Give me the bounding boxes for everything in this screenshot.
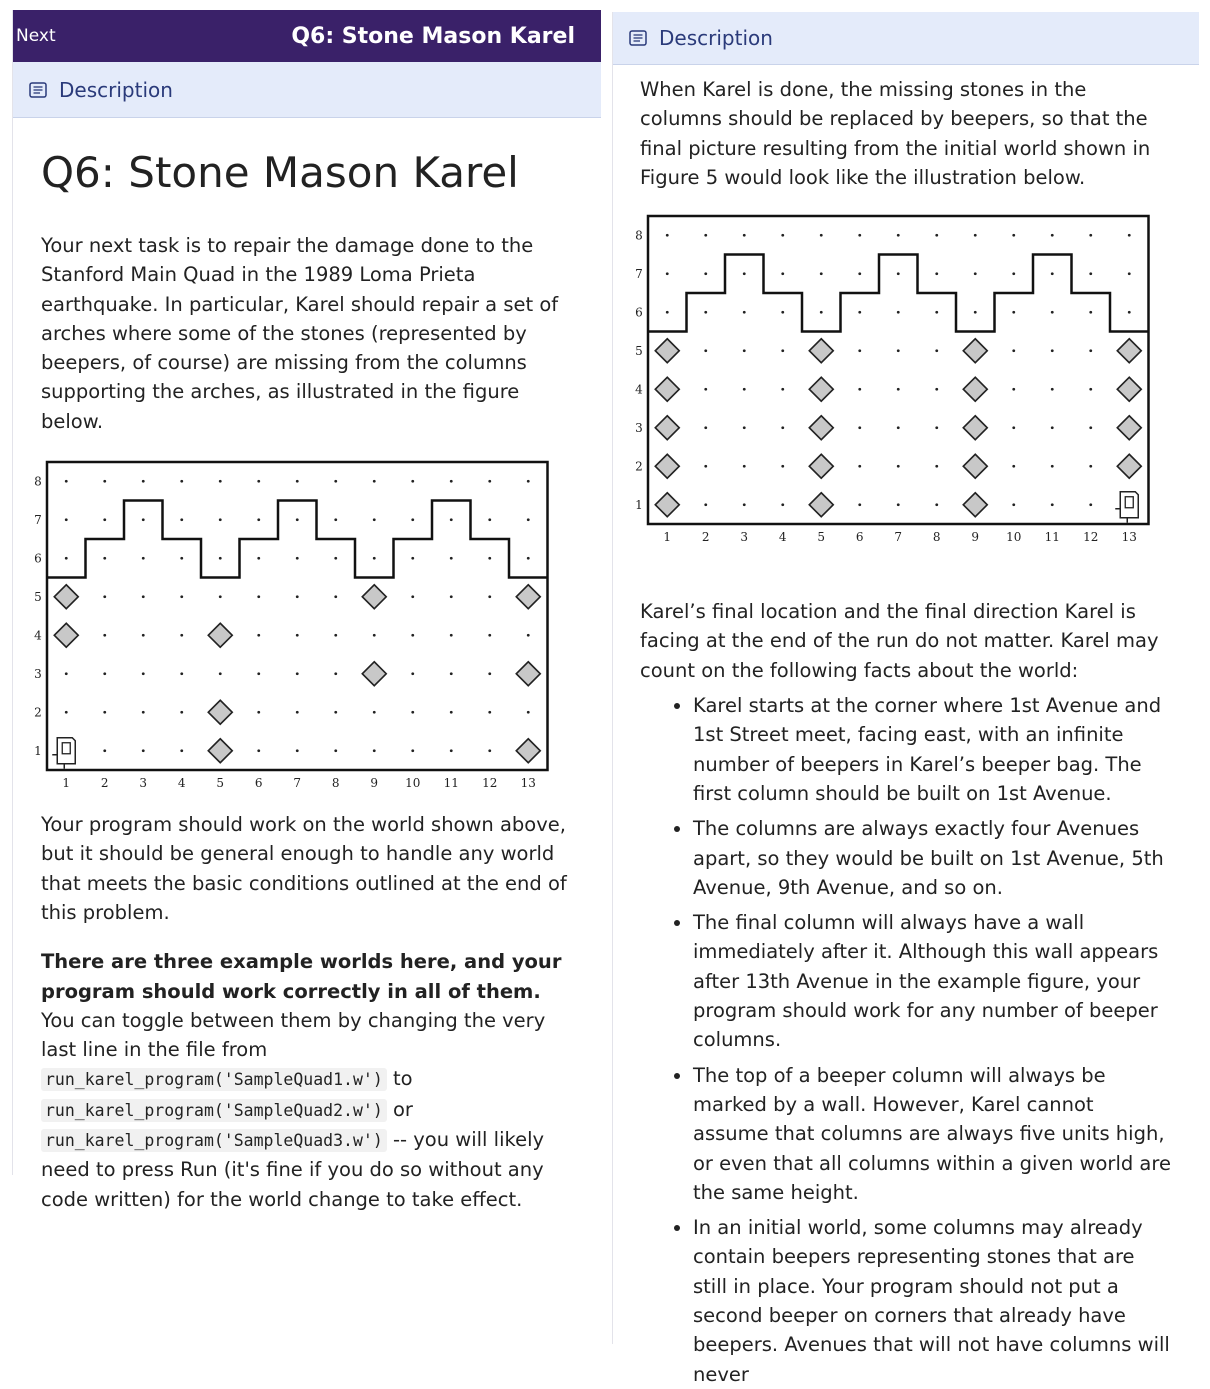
corner-dot bbox=[858, 504, 861, 507]
corner-dot bbox=[296, 711, 299, 714]
corner-dot bbox=[257, 518, 260, 521]
corner-dot bbox=[935, 234, 938, 237]
corner-dot bbox=[1089, 427, 1092, 430]
corner-dot bbox=[296, 480, 299, 483]
corner-dot bbox=[527, 634, 530, 637]
x-tick-label: 6 bbox=[254, 776, 263, 791]
corner-dot bbox=[897, 273, 900, 276]
y-tick-label: 1 bbox=[34, 743, 42, 758]
x-tick-label: 13 bbox=[520, 776, 536, 791]
corner-dot bbox=[103, 595, 106, 598]
corner-dot bbox=[858, 273, 861, 276]
list-item: • In an initial world, some columns may already contain beepers representing stones that are still in place. Your program should not put a second beeper on corners that already have beepers. Avenues that will not have columns will never bbox=[693, 1213, 1172, 1389]
corner-dot bbox=[219, 595, 222, 598]
beeper bbox=[208, 739, 232, 763]
corner-dot bbox=[527, 711, 530, 714]
karel-robot bbox=[52, 738, 75, 769]
corner-dot bbox=[296, 749, 299, 752]
problem-header bbox=[13, 10, 601, 62]
corner-dot bbox=[1089, 234, 1092, 237]
x-tick-label: 3 bbox=[740, 530, 749, 545]
beeper bbox=[655, 339, 679, 363]
karel-robot bbox=[1115, 492, 1138, 523]
corner-dot bbox=[1089, 465, 1092, 468]
general-paragraph: Your program should work on the world shown above, but it should be general enough to handle any world that meets the basic conditions outlined at the end of this problem. bbox=[41, 813, 567, 924]
corner-dot bbox=[781, 427, 784, 430]
x-tick-label: 9 bbox=[370, 776, 379, 791]
corner-dot bbox=[488, 480, 491, 483]
corner-dot bbox=[296, 595, 299, 598]
corner-dot bbox=[820, 234, 823, 237]
x-tick-label: 5 bbox=[817, 530, 826, 545]
corner-dot bbox=[1012, 311, 1015, 314]
code-sample-quad-3: run_karel_program('SampleQuad3.w') bbox=[41, 1129, 387, 1152]
final-location-paragraph: Karel’s final location and the final direction Karel is facing at the end of the run do not matter. Karel may count on the following facts about the world: bbox=[640, 600, 1159, 682]
corner-dot bbox=[219, 557, 222, 560]
x-tick-label: 12 bbox=[1083, 530, 1099, 545]
beeper bbox=[809, 493, 833, 517]
corner-dot bbox=[704, 311, 707, 314]
corner-dot bbox=[743, 273, 746, 276]
description-tab-label: Description bbox=[659, 26, 773, 50]
beeper bbox=[362, 585, 386, 609]
beeper bbox=[1117, 454, 1141, 478]
corner-dot bbox=[1089, 273, 1092, 276]
corner-dot bbox=[1012, 388, 1015, 391]
corner-dot bbox=[411, 634, 414, 637]
x-tick-label: 11 bbox=[1044, 530, 1060, 545]
corner-dot bbox=[897, 350, 900, 353]
corner-dot bbox=[180, 557, 183, 560]
beeper bbox=[963, 416, 987, 440]
world-border bbox=[47, 462, 548, 770]
corner-dot bbox=[781, 504, 784, 507]
initial-world-figure bbox=[27, 452, 567, 792]
page-title: Q6: Stone Mason Karel bbox=[41, 148, 519, 197]
corner-dot bbox=[858, 350, 861, 353]
corner-dot bbox=[334, 557, 337, 560]
corner-dot bbox=[781, 234, 784, 237]
corner-dot bbox=[450, 518, 453, 521]
x-tick-label: 9 bbox=[971, 530, 980, 545]
corner-dot bbox=[411, 711, 414, 714]
y-tick-label: 4 bbox=[34, 628, 42, 643]
corner-dot bbox=[935, 465, 938, 468]
x-tick-label: 5 bbox=[216, 776, 225, 791]
karel-screen bbox=[1125, 497, 1133, 508]
corner-dot bbox=[65, 557, 68, 560]
corner-dot bbox=[704, 273, 707, 276]
document-icon bbox=[629, 30, 647, 46]
corner-dot bbox=[373, 480, 376, 483]
corner-dot bbox=[180, 595, 183, 598]
corner-dot bbox=[1051, 350, 1054, 353]
corner-dot bbox=[219, 672, 222, 675]
beeper bbox=[54, 585, 78, 609]
corner-dot bbox=[1012, 427, 1015, 430]
corner-dot bbox=[257, 711, 260, 714]
corner-dot bbox=[1089, 350, 1092, 353]
corner-dot bbox=[897, 311, 900, 314]
y-tick-label: 8 bbox=[34, 474, 42, 489]
corner-dot bbox=[858, 234, 861, 237]
y-tick-label: 1 bbox=[635, 497, 643, 512]
corner-dot bbox=[257, 749, 260, 752]
corner-dot bbox=[450, 672, 453, 675]
y-tick-label: 6 bbox=[34, 551, 42, 566]
beeper bbox=[655, 454, 679, 478]
y-tick-label: 5 bbox=[34, 589, 42, 604]
corner-dot bbox=[373, 518, 376, 521]
y-tick-label: 3 bbox=[635, 420, 643, 435]
corner-dot bbox=[1128, 273, 1131, 276]
corner-dot bbox=[65, 480, 68, 483]
beeper bbox=[1117, 339, 1141, 363]
corner-dot bbox=[1128, 311, 1131, 314]
list-item: • Karel starts at the corner where 1st Avenue and 1st Street meet, facing east, with an infinite number of beepers in Karel’s beeper bag. The first column should be built on 1st Avenue. bbox=[693, 691, 1172, 808]
document-icon bbox=[29, 82, 47, 98]
y-tick-label: 5 bbox=[635, 343, 643, 358]
corner-dot bbox=[858, 427, 861, 430]
examples-paragraph: There are three example worlds here, and your program should work correctly in all of them. You can toggle between them by changing the very last line in the file from run_karel_program('SampleQuad1.w') to run_karel_program('SampleQuad2.w') or run_karel_program('SampleQuad3.w') -- you will likely need to press Run (it's fine if you do so without any code written) for the world change to take effect. bbox=[41, 950, 562, 1211]
corner-dot bbox=[334, 672, 337, 675]
x-tick-label: 10 bbox=[405, 776, 421, 791]
corner-dot bbox=[103, 711, 106, 714]
corner-dot bbox=[334, 480, 337, 483]
corner-dot bbox=[1051, 388, 1054, 391]
corner-dot bbox=[142, 595, 145, 598]
problem-title: Q6: Stone Mason Karel bbox=[291, 23, 575, 49]
corner-dot bbox=[704, 465, 707, 468]
beeper bbox=[809, 416, 833, 440]
x-tick-label: 10 bbox=[1006, 530, 1022, 545]
corner-dot bbox=[103, 557, 106, 560]
list-item: • The top of a beeper column will always be marked by a wall. However, Karel cannot assume that columns are always five units high, or even that all columns within a given world are the same height. bbox=[693, 1061, 1172, 1207]
corner-dot bbox=[743, 504, 746, 507]
corner-dot bbox=[373, 749, 376, 752]
corner-dot bbox=[488, 711, 491, 714]
corner-dot bbox=[65, 711, 68, 714]
beeper bbox=[963, 454, 987, 478]
corner-dot bbox=[411, 480, 414, 483]
list-item: • The final column will always have a wall immediately after it. Although this wall appears after 13th Avenue in the example figure, your program should work for any number of beeper columns. bbox=[693, 908, 1172, 1054]
corner-dot bbox=[334, 518, 337, 521]
final-intro-paragraph: When Karel is done, the missing stones in the columns should be replaced by beepers, so that the final picture resulting from the initial world shown in Figure 5 would look like the illustration below. bbox=[640, 78, 1151, 189]
corner-dot bbox=[411, 557, 414, 560]
corner-dot bbox=[935, 504, 938, 507]
x-tick-label: 13 bbox=[1121, 530, 1137, 545]
corner-dot bbox=[781, 273, 784, 276]
corner-dot bbox=[897, 234, 900, 237]
code-sample-quad-1: run_karel_program('SampleQuad1.w') bbox=[41, 1068, 387, 1091]
corner-dot bbox=[142, 672, 145, 675]
beeper bbox=[963, 493, 987, 517]
corner-dot bbox=[450, 634, 453, 637]
corner-dot bbox=[704, 427, 707, 430]
corner-dot bbox=[1012, 234, 1015, 237]
corner-dot bbox=[1012, 504, 1015, 507]
corner-dot bbox=[974, 311, 977, 314]
corner-dot bbox=[334, 595, 337, 598]
corner-dot bbox=[65, 518, 68, 521]
beeper bbox=[809, 377, 833, 401]
corner-dot bbox=[666, 273, 669, 276]
corner-dot bbox=[1128, 234, 1131, 237]
corner-dot bbox=[450, 480, 453, 483]
right-panel bbox=[612, 12, 1199, 1386]
corner-dot bbox=[935, 311, 938, 314]
corner-dot bbox=[1051, 234, 1054, 237]
corner-dot bbox=[450, 711, 453, 714]
karel-screen bbox=[62, 743, 70, 754]
x-tick-label: 3 bbox=[139, 776, 148, 791]
beeper bbox=[1117, 377, 1141, 401]
corner-dot bbox=[820, 311, 823, 314]
corner-dot bbox=[411, 518, 414, 521]
corner-dot bbox=[180, 711, 183, 714]
final-world-figure bbox=[628, 206, 1168, 546]
beeper bbox=[54, 623, 78, 647]
corner-dot bbox=[296, 672, 299, 675]
corner-dot bbox=[373, 711, 376, 714]
corner-dot bbox=[1051, 273, 1054, 276]
corner-dot bbox=[1051, 465, 1054, 468]
corner-dot bbox=[103, 480, 106, 483]
corner-dot bbox=[1012, 273, 1015, 276]
corner-dot bbox=[373, 557, 376, 560]
corner-dot bbox=[974, 234, 977, 237]
beeper bbox=[809, 339, 833, 363]
corner-dot bbox=[527, 518, 530, 521]
corner-dot bbox=[704, 388, 707, 391]
beeper bbox=[516, 662, 540, 686]
corner-dot bbox=[411, 749, 414, 752]
beeper bbox=[208, 700, 232, 724]
corner-dot bbox=[334, 749, 337, 752]
list-item: • The columns are always exactly four Avenues apart, so they would be built on 1st Avenue, 5th Avenue, 9th Avenue, and so on. bbox=[693, 814, 1172, 902]
beeper bbox=[1117, 416, 1141, 440]
x-tick-label: 4 bbox=[177, 776, 186, 791]
corner-dot bbox=[257, 557, 260, 560]
corner-dot bbox=[488, 557, 491, 560]
x-tick-label: 8 bbox=[932, 530, 941, 545]
corner-dot bbox=[142, 557, 145, 560]
corner-dot bbox=[450, 557, 453, 560]
corner-dot bbox=[488, 518, 491, 521]
corner-dot bbox=[142, 480, 145, 483]
facts-list bbox=[640, 691, 1172, 1389]
corner-dot bbox=[858, 311, 861, 314]
corner-dot bbox=[450, 595, 453, 598]
beeper bbox=[963, 339, 987, 363]
corner-dot bbox=[974, 273, 977, 276]
x-tick-label: 7 bbox=[293, 776, 302, 791]
beeper bbox=[963, 377, 987, 401]
corner-dot bbox=[257, 672, 260, 675]
corner-dot bbox=[257, 595, 260, 598]
description-tab-right[interactable] bbox=[613, 12, 1199, 65]
x-tick-label: 2 bbox=[100, 776, 109, 791]
corner-dot bbox=[666, 234, 669, 237]
corner-dot bbox=[296, 518, 299, 521]
examples-bold-text: There are three example worlds here, and your program should work correctly in all of them. bbox=[41, 950, 562, 1003]
beeper bbox=[655, 493, 679, 517]
corner-dot bbox=[1051, 311, 1054, 314]
corner-dot bbox=[180, 672, 183, 675]
x-tick-label: 2 bbox=[701, 530, 710, 545]
corner-dot bbox=[411, 595, 414, 598]
corner-dot bbox=[1089, 388, 1092, 391]
corner-dot bbox=[488, 634, 491, 637]
x-tick-label: 8 bbox=[331, 776, 340, 791]
corner-dot bbox=[296, 634, 299, 637]
corner-dot bbox=[180, 480, 183, 483]
corner-dot bbox=[142, 518, 145, 521]
corner-dot bbox=[257, 634, 260, 637]
corner-dot bbox=[704, 504, 707, 507]
corner-dot bbox=[296, 557, 299, 560]
corner-dot bbox=[527, 480, 530, 483]
x-tick-label: 11 bbox=[443, 776, 459, 791]
beeper bbox=[362, 662, 386, 686]
corner-dot bbox=[704, 234, 707, 237]
corner-dot bbox=[897, 465, 900, 468]
corner-dot bbox=[897, 388, 900, 391]
x-tick-label: 12 bbox=[482, 776, 498, 791]
y-tick-label: 7 bbox=[635, 266, 643, 281]
world-border bbox=[648, 216, 1149, 524]
corner-dot bbox=[65, 672, 68, 675]
corner-dot bbox=[219, 480, 222, 483]
corner-dot bbox=[219, 518, 222, 521]
y-tick-label: 8 bbox=[635, 228, 643, 243]
corner-dot bbox=[858, 465, 861, 468]
y-tick-label: 2 bbox=[34, 705, 42, 720]
corner-dot bbox=[1051, 504, 1054, 507]
corner-dot bbox=[103, 518, 106, 521]
y-tick-label: 2 bbox=[635, 459, 643, 474]
corner-dot bbox=[743, 427, 746, 430]
corner-dot bbox=[1089, 311, 1092, 314]
corner-dot bbox=[743, 388, 746, 391]
corner-dot bbox=[142, 634, 145, 637]
corner-dot bbox=[180, 518, 183, 521]
corner-dot bbox=[781, 311, 784, 314]
corner-dot bbox=[666, 311, 669, 314]
corner-dot bbox=[142, 711, 145, 714]
corner-dot bbox=[935, 273, 938, 276]
arch-wall bbox=[47, 501, 548, 578]
intro-paragraph: Your next task is to repair the damage done to the Stanford Main Quad in the 1989 Loma Prieta earthquake. In particular, Karel should repair a set of arches where some of the stones (represented by beepers, of course) are missing from the columns supporting the arches, as illustrated in the figure below. bbox=[41, 234, 559, 433]
code-sample-quad-2: run_karel_program('SampleQuad2.w') bbox=[41, 1099, 387, 1122]
corner-dot bbox=[743, 465, 746, 468]
x-tick-label: 6 bbox=[855, 530, 864, 545]
beeper bbox=[655, 377, 679, 401]
corner-dot bbox=[897, 504, 900, 507]
beeper bbox=[655, 416, 679, 440]
corner-dot bbox=[820, 273, 823, 276]
y-tick-label: 4 bbox=[635, 382, 643, 397]
corner-dot bbox=[743, 234, 746, 237]
corner-dot bbox=[858, 388, 861, 391]
arch-wall bbox=[648, 255, 1149, 332]
x-tick-label: 1 bbox=[663, 530, 672, 545]
corner-dot bbox=[781, 350, 784, 353]
corner-dot bbox=[781, 465, 784, 468]
corner-dot bbox=[488, 672, 491, 675]
corner-dot bbox=[450, 749, 453, 752]
corner-dot bbox=[935, 350, 938, 353]
corner-dot bbox=[103, 634, 106, 637]
x-tick-label: 7 bbox=[894, 530, 903, 545]
corner-dot bbox=[411, 672, 414, 675]
beeper bbox=[809, 454, 833, 478]
y-tick-label: 6 bbox=[635, 305, 643, 320]
corner-dot bbox=[103, 749, 106, 752]
corner-dot bbox=[897, 427, 900, 430]
corner-dot bbox=[257, 480, 260, 483]
beeper bbox=[516, 585, 540, 609]
y-tick-label: 3 bbox=[34, 666, 42, 681]
corner-dot bbox=[488, 749, 491, 752]
corner-dot bbox=[334, 634, 337, 637]
corner-dot bbox=[142, 749, 145, 752]
x-tick-label: 4 bbox=[778, 530, 787, 545]
corner-dot bbox=[1089, 504, 1092, 507]
corner-dot bbox=[373, 634, 376, 637]
corner-dot bbox=[180, 634, 183, 637]
description-tab[interactable] bbox=[13, 62, 601, 118]
corner-dot bbox=[334, 711, 337, 714]
next-button[interactable]: Next bbox=[16, 26, 56, 46]
corner-dot bbox=[527, 557, 530, 560]
beeper bbox=[516, 739, 540, 763]
corner-dot bbox=[704, 350, 707, 353]
left-panel bbox=[12, 10, 601, 1211]
corner-dot bbox=[935, 388, 938, 391]
corner-dot bbox=[1012, 350, 1015, 353]
corner-dot bbox=[781, 388, 784, 391]
beeper bbox=[208, 623, 232, 647]
y-tick-label: 7 bbox=[34, 512, 42, 527]
corner-dot bbox=[488, 595, 491, 598]
description-tab-label: Description bbox=[59, 77, 173, 102]
corner-dot bbox=[1012, 465, 1015, 468]
corner-dot bbox=[103, 672, 106, 675]
corner-dot bbox=[180, 749, 183, 752]
corner-dot bbox=[743, 350, 746, 353]
corner-dot bbox=[743, 311, 746, 314]
corner-dot bbox=[1051, 427, 1054, 430]
corner-dot bbox=[935, 427, 938, 430]
x-tick-label: 1 bbox=[62, 776, 71, 791]
